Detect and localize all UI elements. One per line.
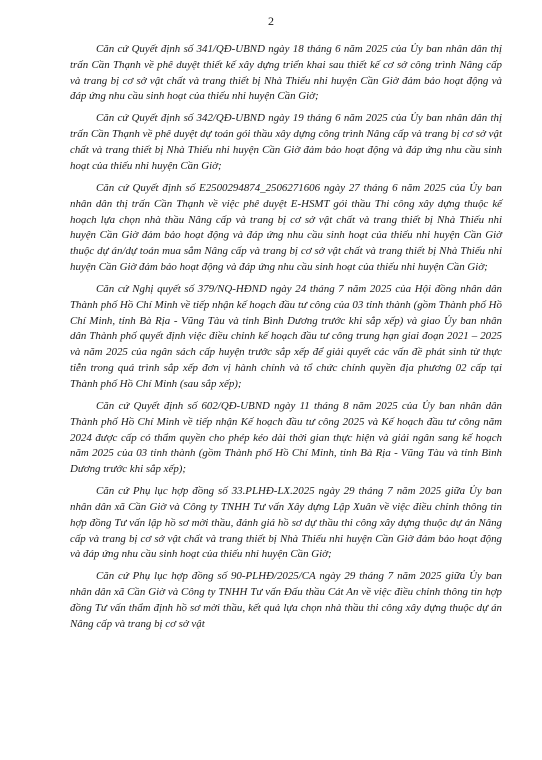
page-number: 2 <box>268 14 274 28</box>
paragraph-appendix-90: Căn cứ Phụ lục hợp đồng số 90-PLHĐ/2025/CA ngày 29 tháng 7 năm 2025 giữa Ủy ban nhân dân xã Cần Giờ và Công ty TNHH Tư vấn Đấu thầu Cát An về việc điều chỉnh thông tin hợp đồng Tư vấn thẩm định hồ sơ mời thầu, kết quả lựa chọn nhà thầu thi công xây dựng thuộc dự án Nâng cấp và trang bị cơ sở vật <box>70 570 502 630</box>
paragraph-resolution-379: Căn cứ Nghị quyết số 379/NQ-HĐND ngày 24 tháng 7 năm 2025 của Hội đồng nhân dân Thành phố Hồ Chí Minh về tiếp nhận kế hoạch đầu tư công của 03 tỉnh thành (gồm Thành phố Hồ Chí Minh, tỉnh Bà Rịa - Vũng Tàu và tỉnh Bình Dương trước khi sắp xếp) và giao Ủy ban nhân dân Thành phố quyết định việc điều chỉnh kế hoạch đầu tư công trung hạn giai đoạn 2021 – 2025 và năm 2025 của ngân sách cấp huyện trước sắp xếp để giải quyết các vấn đề phát sinh từ thực tiễn trong quá trình sắp xếp đơn vị hành chính và tổ chức chính quyền địa phương 02 cấp tại Thành phố Hồ Chí Minh (sau sắp xếp); <box>70 283 502 390</box>
paragraph-decision-341: Căn cứ Quyết định số 341/QĐ-UBND ngày 18 tháng 6 năm 2025 của Ủy ban nhân dân thị trấn Cần Thạnh về phê duyệt thiết kế xây dựng triển khai sau thiết kế cơ sở công trình Nâng cấp và trang bị cơ sở vật chất và trang thiết bị Nhà Thiếu nhi huyện Cần Giờ đảm bảo hoạt động và đáp ứng nhu cầu sinh hoạt của thiếu nhi huyện Cần Giờ; <box>70 43 502 103</box>
paragraph-decision-ehsmt: Căn cứ Quyết định số E2500294874_2506271606 ngày 27 tháng 6 năm 2025 của Ủy ban nhân dân thị trấn Cần Thạnh về việc phê duyệt E-HSMT gói thầu Thi công xây dựng thuộc kế hoạch lựa chọn nhà thầu Nâng cấp và trang bị cơ sở vật chất và trang thiết bị Nhà Thiếu nhi huyện Cần Giờ đảm bảo hoạt động và đáp ứng nhu cầu sinh hoạt của thiếu nhi huyện Cần Giờ thuộc dự án/dự toán mua sắm Nâng cấp và trang bị cơ sở vật chất và trang thiết bị Nhà Thiếu nhi huyện Cần Giờ đảm bảo hoạt động và đáp ứng nhu cầu sinh hoạt của thiếu nhi huyện Cần Giờ; <box>70 181 502 273</box>
paragraph-appendix-33: Căn cứ Phụ lục hợp đồng số 33.PLHĐ-LX.2025 ngày 29 tháng 7 năm 2025 giữa Ủy ban nhân dân xã Cần Giờ và Công ty TNHH Tư vấn Xây dựng Lập Xuân về việc điều chỉnh thông tin hợp đồng Tư vấn lập hồ sơ mời thầu, đánh giá hồ sơ dự thầu thi công xây dựng thuộc dự án Nâng cấp và trang bị cơ sở vật chất và trang thiết bị Nhà Thiếu nhi huyện Cần Giờ đảm bảo hoạt động và đáp ứng nhu cầu sinh hoạt của thiếu nhi huyện Cần Giờ; <box>70 485 502 561</box>
paragraph-decision-602: Căn cứ Quyết định số 602/QĐ-UBND ngày 11 tháng 8 năm 2025 của Ủy ban nhân dân Thành phố Hồ Chí Minh về tiếp nhận Kế hoạch đầu tư công 2025 và Kế hoạch đầu tư công năm 2024 được cấp có thẩm quyền cho phép kéo dài thời gian thực hiện và giải ngân sang kế hoạch năm 2025 của 03 tỉnh thành (gồm Thành phố Hồ Chí Minh, tỉnh Bà Rịa - Vũng Tàu và tỉnh Bình Dương trước khi sắp xếp); <box>70 399 502 476</box>
paragraph-decision-342: Căn cứ Quyết định số 342/QĐ-UBND ngày 19 tháng 6 năm 2025 của Ủy ban nhân dân thị trấn Cần Thạnh về phê duyệt dự toán gói thầu xây dựng công trình Nâng cấp và trang bị cơ sở vật chất và trang thiết bị Nhà Thiếu nhi huyện Cần Giờ đảm bảo hoạt động và đáp ứng nhu cầu sinh hoạt của thiếu nhi huyện Cần Giờ; <box>70 112 502 172</box>
document-body <box>70 42 502 639</box>
